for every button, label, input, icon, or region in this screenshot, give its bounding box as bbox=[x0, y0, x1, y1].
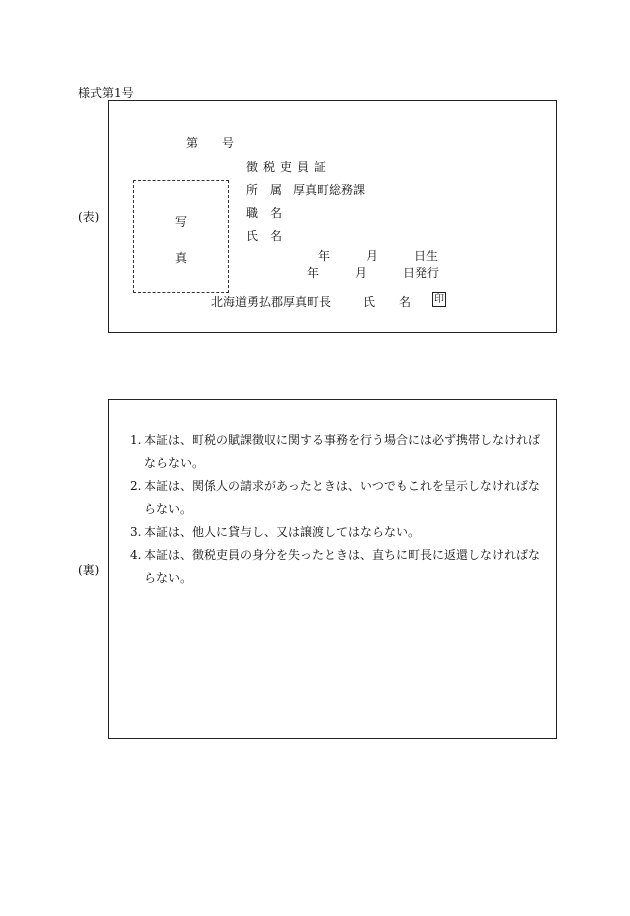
form-number: 様式第1号 bbox=[78, 86, 134, 100]
note-number: 2. bbox=[130, 479, 142, 493]
list-item bbox=[130, 544, 550, 590]
list-item bbox=[130, 429, 550, 475]
seal-stamp: 印 bbox=[434, 294, 444, 305]
issuer-name-label: 氏 名 bbox=[363, 295, 412, 309]
position-label: 職 名 bbox=[246, 206, 283, 220]
certificate-number-label: 第 号 bbox=[186, 136, 235, 150]
back-side-label: (裏) bbox=[78, 563, 100, 577]
note-text: 本証は、他人に貸与し、又は譲渡してはならない。 bbox=[144, 525, 421, 539]
note-number: 1. bbox=[130, 433, 142, 447]
birth-date-line: 年 月 日生 bbox=[318, 249, 439, 263]
name-label: 氏 名 bbox=[246, 229, 283, 243]
affiliation-label: 所 属 bbox=[246, 183, 283, 197]
note-text: 本証は、徴税吏員の身分を失ったときは、直ちに町長に返還しなければならない。 bbox=[144, 548, 541, 585]
note-number: 4. bbox=[130, 548, 142, 562]
issue-date-line: 年 月 日発行 bbox=[307, 266, 440, 280]
note-text: 本証は、関係人の請求があったときは、いつでもこれを呈示しなければならない。 bbox=[144, 479, 540, 516]
photo-label-bottom: 真 bbox=[175, 251, 188, 265]
front-side-label: (表) bbox=[78, 210, 100, 224]
affiliation-value: 厚真町総務課 bbox=[293, 183, 366, 197]
list-item bbox=[130, 475, 550, 521]
issuer-title: 北海道勇払郡厚真町長 bbox=[211, 295, 332, 309]
certificate-title: 徴税吏員証 bbox=[246, 160, 332, 174]
list-item bbox=[130, 521, 550, 544]
notes-list bbox=[130, 429, 550, 590]
note-number: 3. bbox=[130, 525, 142, 539]
photo-placeholder bbox=[133, 180, 229, 293]
photo-label-top: 写 bbox=[175, 215, 188, 229]
note-text: 本証は、町税の賦課徴収に関する事務を行う場合には必ず携帯しなければならない。 bbox=[144, 433, 541, 470]
